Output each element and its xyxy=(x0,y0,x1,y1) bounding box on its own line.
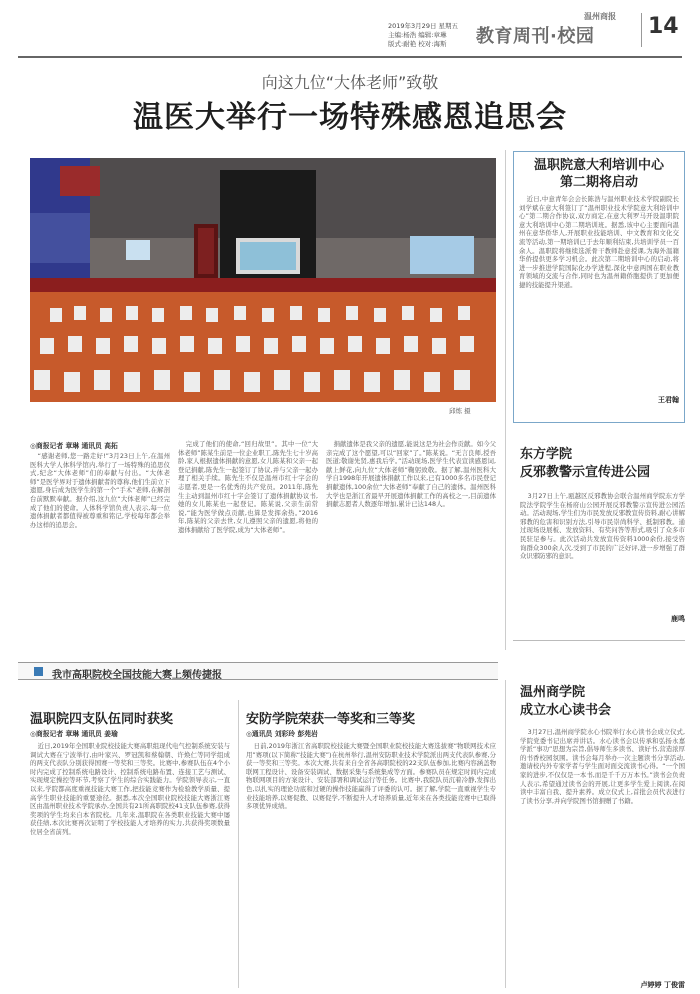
bottom-column-divider xyxy=(238,700,239,988)
bottom-b-body: 日前,2019年浙江省高职院校技能大赛暨全国职业院校技能大赛选拔赛“物联网技术应用”赛项(以下简称“技能大赛”)在杭州举行,温州安防职业技术学院派出两支代表队参赛,分获一等奖和三等奖。本次大赛,共有来自全省各高职院校的22支队伍参加,比赛内容涵盖物联网工程设计、设备安装调试、数据采集与系统集成等方面。参赛队员在规定时间内完成物联网项目的方案设计、安装部署和调试运行等任务。比赛中,我院队员沉着冷静,发挥出色,以扎实的理论功底和过硬的操作技能赢得了评委的认可。据了解,学院一直重视学生专业技能培养,以赛促教、以赛促学,不断提升人才培养质量,近年来在各类技能竞赛中已取得多项优异成绩。 xyxy=(246,742,496,811)
bottom-b-byline: ◎通讯员 刘彩玲 彭苑岩 xyxy=(246,730,318,738)
lead-column-1: “感谢老师,您一路走好!”3月23日上午,在温州医科大学人体科学馆内,举行了一场特殊的追思仪式,纪念“大体老师”们的奉献与付出。“大体老师”是医学界对于遗体捐献者的尊称,他们生前立下遗愿,身后成为医学生的第一个“手术”老师,在解剖台前默默奉献。据介绍,这九位“大体老师”已经完成了他们的使命。人体科学馆负责人表示,每一位遗体捐献者都值得被尊重和铭记,学校每年都会举办这样的追思会。 xyxy=(30,452,170,529)
wenzhou-business-author: 卢婷婷 丁俊雷 xyxy=(640,981,685,989)
banner-marker-icon xyxy=(34,667,43,676)
sidebar-body: 近日,中意青年会会长陈浩与温州职业技术学院副院长刘学斌在意大利签订了“温州职业技术学院意大利培训中心”第二期合作协议,双方商定,在意大利罗马开设温职院意大利培训中心第二期培训班。据悉,该中心主要面向温州在意华侨华人,开展职业技能培训、中文教育和文化交流等活动,第一期培训已于去年顺利结束,共培训学员一百余人。温职院将继续选派骨干教师赴意授课,为海外温籍华侨提供更多学习机会。此次第二期培训中心的启动,将进一步推进学院国际化办学进程,深化中意两国在职业教育领域的交流与合作,同时也为温州籍侨胞提供了更加便捷的技能提升渠道。 xyxy=(519,195,679,289)
issue-date-and-editors: 2019年3月29日 星期五 主编:杨浩 编辑:章琳 版式:耐艳 校对:海斯 xyxy=(388,22,459,48)
sidebar-author: 王君翰 xyxy=(658,396,679,404)
bottom-a-byline: ◎商报记者 章琳 通讯员 姜瑜 xyxy=(30,730,118,738)
column-divider-right xyxy=(505,150,506,650)
photo-credit: 邱炼 摄 xyxy=(449,407,471,415)
bottom-right-divider xyxy=(505,680,506,988)
newspaper-brand: 温州商报 xyxy=(584,12,616,21)
lead-column-2: 完成了他们的使命,“回归故里”。其中一位“大体老师”陈某生前是一位企业职工,陈先生七十岁高龄,家人根据遗体捐献的意愿,女儿陈某和父亲一起登记捐献,陈先生一起签订了协议,并与父亲一起办理了相关手续。陈先生不仅是温州市红十字会的志愿者,更是一名优秀的共产党员。2011年,陈先生主动到温州市红十字会签订了遗体捐献协议书,她的女儿陈某也一起登记。陈某说,父亲生前常说,“能为医学做点贡献,也算是发挥余热。”2016年,陈某的父亲去世,女儿遵照父亲的遗愿,将他的遗体捐献给了医学院,成为“大体老师”。 xyxy=(178,440,318,534)
lead-column-3: 捐献遗体是我父亲的遗愿,能说这是为社会作贡献。如今父亲完成了这个愿望,可以“回家”了。”陈某说。“无言良师,授吾医道;敬谢先贤,惠我后学。”活动现场,医学生代表宣读感恩词,献上鲜花,向九位“大体老师”鞠躬致敬。据了解,温州医科大学自1998年开展遗体捐献工作以来,已有1000多名市民登记捐献遗体,100余位“大体老师”奉献了自己的遗体。温州医科大学也是浙江省最早开展遗体捐献工作的高校之一,目前遗体捐献志愿者人数逐年增加,累计已达148人。 xyxy=(326,440,496,509)
header-divider xyxy=(641,13,642,47)
right-column-rule xyxy=(513,640,685,641)
sidebar-title-line-2: 第二期将启动 xyxy=(559,175,638,190)
bottom-a-headline: 温职院四支队伍同时获奖 xyxy=(30,712,174,727)
lead-byline: ◎商报记者 章琳 通讯员 高拓 xyxy=(30,442,118,450)
sidebar-title-line-1: 温职院意大利培训中心 xyxy=(533,158,664,173)
east-college-author: 鹿鸣 xyxy=(671,615,685,623)
lead-headline: 温医大举行一场特殊感恩追思会 xyxy=(133,100,567,135)
lead-kicker: 向这九位“大体老师”致敬 xyxy=(261,73,439,92)
bottom-a-body: 近日,2019年全国职业院校技能大赛高职组现代电气控制系统安装与调试大赛在宁波举行,由叶家兴、罗冠凯和蔡翰朝、许焕仁等同学组成的两支代表队分别获得国赛一等奖和三等奖。比赛中,参赛队伍在4个小时内完成了控制系统电路设计、控制系统电路布置、连接工艺与测试、实现规定操控等环节,考察了学生的综合实践能力。学院领导表示,一直以来,学院都高度重视技能大赛工作,把技能竞赛作为检验教学质量、提高学生职业技能的重要途径。据悉,本次全国职业院校技能大赛浙江赛区由温州职业技术学院承办,全国共有21所高职院校41支队伍参赛,获得奖项的学生均来自本省院校。几年来,温职院在各类职业技能大赛中屡获佳绩,本次比赛再次证明了学校技能人才培养的实力,共获得奖项数量位居全省前列。 xyxy=(30,742,230,836)
bottom-b-headline: 安防学院荣获一等奖和三等奖 xyxy=(246,712,416,727)
wenzhou-business-title-line-2: 成立水心读书会 xyxy=(520,703,612,718)
page-number: 14 xyxy=(648,14,679,39)
section-title: 教育周刊·校园 xyxy=(476,26,595,47)
header-rule xyxy=(18,56,682,58)
sidebar-article-box xyxy=(513,151,685,423)
banner-title: 我市高职院校全国技能大赛上频传捷报 xyxy=(52,670,222,681)
wenzhou-business-body: 3月27日,温州商学院水心书院举行水心读书会成立仪式,学院党委书记出席并讲话。水心读书会以传承和弘扬永嘉学派“事功”思想为宗旨,倡导师生多读书、读好书,营造浓厚的书香校园氛围。读书会每月举办一次主题读书分享活动,邀请校内外专家学者与学生面对面交流读书心得。“一个国家的进步,不仅仅是一本书,而是千千万万本书。”读书会负责人表示,希望通过读书会的开展,让更多学生爱上阅读,在阅读中丰富自我、提升素养。成立仪式上,首批会员代表进行了读书分享,并向学院图书馆捐赠了书籍。 xyxy=(520,728,685,805)
east-college-title-line-1: 东方学院 xyxy=(520,447,573,462)
east-college-body: 3月27日上午,瓯越区反邪教协会联合温州商学院东方学院法学院学生在杨府山公园开展反邪教警示宣传进公园活动。活动现场,学生们为市民发放反邪教宣传资料,耐心讲解邪教的危害和识别方法,引导市民崇尚科学、抵制邪教。通过现场设展板、发放资料、有奖问答等形式,吸引了众多市民驻足参与。此次活动共发放宣传资料1000余份,接受咨询群众300余人次,受到了市民的广泛好评,进一步增强了群众识邪防邪的意识。 xyxy=(520,492,685,561)
wenzhou-business-title-line-1: 温州商学院 xyxy=(520,685,586,700)
auditorium-scene-illustration xyxy=(30,158,496,402)
east-college-title-line-2: 反邪教警示宣传进公园 xyxy=(520,465,651,480)
lead-photo xyxy=(30,158,496,402)
